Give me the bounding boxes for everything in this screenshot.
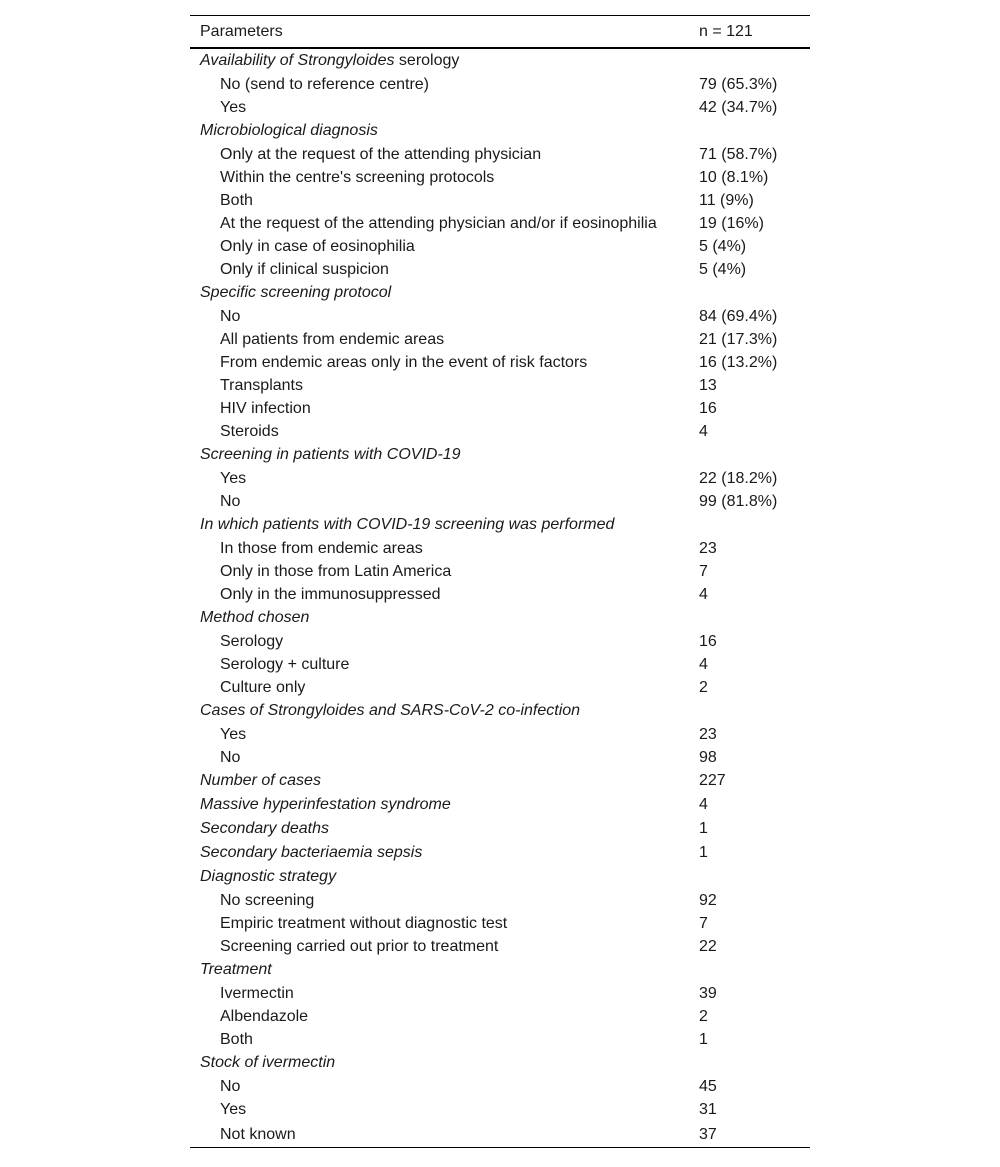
section-row <box>190 443 810 467</box>
table-row <box>190 467 810 490</box>
label-text: Yes <box>220 99 247 116</box>
row-value: 16 <box>699 400 717 417</box>
label-text: Ivermectin <box>220 985 294 1002</box>
label-tail-text: serology <box>394 52 460 69</box>
label-text: At the request of the attending physician and/or if eosinophilia <box>220 215 657 232</box>
section-label <box>190 513 688 537</box>
label-text: Stock of ivermectin <box>200 1054 336 1071</box>
section-row <box>190 817 810 841</box>
row-value: 92 <box>699 892 717 909</box>
label-text: All patients from endemic areas <box>220 331 445 348</box>
table-row <box>190 630 810 653</box>
table-row <box>190 889 810 912</box>
row-value <box>688 48 810 73</box>
table-header <box>190 16 810 49</box>
section-label <box>190 841 688 865</box>
row-label <box>190 490 688 513</box>
row-label <box>190 328 688 351</box>
row-value: 1 <box>699 1031 708 1048</box>
table-row <box>190 374 810 397</box>
table-row <box>190 982 810 1005</box>
row-value: 39 <box>699 985 717 1002</box>
row-label <box>190 374 688 397</box>
row-value: 23 <box>699 540 717 557</box>
row-label <box>190 935 688 958</box>
table-row <box>190 537 810 560</box>
table-row <box>190 583 810 606</box>
section-row <box>190 865 810 889</box>
table-row <box>190 1121 810 1148</box>
section-label <box>190 817 688 841</box>
row-value: 4 <box>699 656 708 673</box>
table-row <box>190 420 810 443</box>
row-label <box>190 189 688 212</box>
label-text: Only in case of eosinophilia <box>220 238 415 255</box>
section-row <box>190 119 810 143</box>
table-row <box>190 1098 810 1121</box>
row-label <box>190 305 688 328</box>
row-value: 4 <box>699 423 708 440</box>
table-row <box>190 328 810 351</box>
section-label <box>190 958 688 982</box>
table-row <box>190 143 810 166</box>
row-value: 16 <box>699 633 717 650</box>
label-text: Availability of Strongyloides <box>200 52 395 69</box>
label-text: Transplants <box>220 377 303 394</box>
section-label <box>190 865 688 889</box>
section-label <box>190 606 688 630</box>
row-label <box>190 746 688 769</box>
table-row <box>190 746 810 769</box>
section-label <box>190 769 688 793</box>
table-row <box>190 723 810 746</box>
row-value: 71 (58.7%) <box>699 146 778 163</box>
label-text: No <box>220 493 241 510</box>
label-text: Only at the request of the attending physician <box>220 146 542 163</box>
row-label <box>190 96 688 119</box>
row-value: 4 <box>699 586 708 603</box>
table-row <box>190 189 810 212</box>
row-label <box>190 630 688 653</box>
label-text: Serology <box>220 633 284 650</box>
row-label <box>190 676 688 699</box>
label-text: Screening carried out prior to treatment <box>220 938 499 955</box>
row-value <box>688 606 810 630</box>
row-label <box>190 537 688 560</box>
row-label <box>190 467 688 490</box>
table-row <box>190 1005 810 1028</box>
label-text: Treatment <box>200 961 272 978</box>
row-value <box>688 699 810 723</box>
row-label <box>190 653 688 676</box>
row-value: 84 (69.4%) <box>699 308 778 325</box>
row-label <box>190 166 688 189</box>
table-row <box>190 258 810 281</box>
section-row <box>190 606 810 630</box>
section-row <box>190 513 810 537</box>
section-row <box>190 841 810 865</box>
row-label <box>190 1028 688 1051</box>
label-text: Within the centre's screening protocols <box>220 169 495 186</box>
label-text: No (send to reference centre) <box>220 76 429 93</box>
row-label <box>190 560 688 583</box>
row-label <box>190 420 688 443</box>
label-text: Secondary deaths <box>200 820 329 837</box>
label-text: Only in those from Latin America <box>220 563 452 580</box>
row-value: 5 (4%) <box>699 238 747 255</box>
row-value <box>688 281 810 305</box>
section-row <box>190 48 810 73</box>
label-text: Serology + culture <box>220 656 350 673</box>
label-text: HIV infection <box>220 400 311 417</box>
row-label <box>190 397 688 420</box>
row-label <box>190 889 688 912</box>
row-value: 13 <box>699 377 717 394</box>
table-row <box>190 676 810 699</box>
row-value: 31 <box>699 1101 717 1118</box>
label-text: Albendazole <box>220 1008 309 1025</box>
label-text: Only in the immunosuppressed <box>220 586 441 603</box>
table-row <box>190 1028 810 1051</box>
section-label <box>190 1051 688 1075</box>
label-text: From endemic areas only in the event of risk factors <box>220 354 588 371</box>
row-label <box>190 1075 688 1098</box>
row-value: 19 (16%) <box>699 215 764 232</box>
section-label <box>190 48 688 73</box>
label-text: Cases of Strongyloides and SARS-CoV-2 co-infection <box>200 702 581 719</box>
row-label <box>190 982 688 1005</box>
label-text: Empiric treatment without diagnostic test <box>220 915 508 932</box>
table-row <box>190 653 810 676</box>
row-value <box>688 119 810 143</box>
row-value: 1 <box>699 844 708 861</box>
row-label <box>190 212 688 235</box>
row-label <box>190 73 688 96</box>
label-text: Yes <box>220 726 247 743</box>
row-value: 42 (34.7%) <box>699 99 778 116</box>
row-value: 10 (8.1%) <box>699 169 769 186</box>
row-label <box>190 723 688 746</box>
label-text: Yes <box>220 470 247 487</box>
label-text: No <box>220 749 241 766</box>
section-label <box>190 699 688 723</box>
table-row <box>190 935 810 958</box>
label-text: Yes <box>220 1101 247 1118</box>
row-value: 23 <box>699 726 717 743</box>
table-row <box>190 166 810 189</box>
label-text: Not known <box>220 1125 296 1143</box>
label-text: No <box>220 1078 241 1095</box>
row-label <box>190 1098 688 1121</box>
label-text: Number of cases <box>200 772 321 789</box>
row-label <box>190 143 688 166</box>
row-value <box>688 443 810 467</box>
label-text: Massive hyperinfestation syndrome <box>200 796 451 813</box>
label-text: No <box>220 308 241 325</box>
label-text: Method chosen <box>200 609 310 626</box>
table-body <box>190 48 810 1148</box>
section-row <box>190 1051 810 1075</box>
label-text: Both <box>220 192 253 209</box>
row-value: 21 (17.3%) <box>699 331 778 348</box>
table-row <box>190 397 810 420</box>
row-value: 2 <box>699 679 708 696</box>
header-parameters: Parameters <box>190 16 688 49</box>
section-label <box>190 119 688 143</box>
row-value <box>688 513 810 537</box>
label-text: Both <box>220 1031 253 1048</box>
row-label <box>190 583 688 606</box>
results-table-container <box>190 15 810 1148</box>
table-row <box>190 912 810 935</box>
label-text: Specific screening protocol <box>200 284 392 301</box>
label-text: Only if clinical suspicion <box>220 261 389 278</box>
section-row <box>190 958 810 982</box>
label-text: Screening in patients with COVID-19 <box>200 446 461 463</box>
row-value: 7 <box>699 915 708 932</box>
row-value: 7 <box>699 563 708 580</box>
row-label <box>190 351 688 374</box>
row-value: 98 <box>699 749 717 766</box>
table-row <box>190 305 810 328</box>
header-row <box>190 16 810 49</box>
row-label <box>190 912 688 935</box>
row-value: 11 (9%) <box>699 192 754 209</box>
row-value: 1 <box>699 820 708 837</box>
row-value <box>688 865 810 889</box>
label-text: Secondary bacteriaemia sepsis <box>200 844 423 861</box>
section-row <box>190 793 810 817</box>
section-row <box>190 281 810 305</box>
results-table <box>190 15 810 1148</box>
row-value: 37 <box>688 1121 810 1148</box>
row-value: 22 <box>699 938 717 955</box>
label-text: In which patients with COVID-19 screening was performed <box>200 516 615 533</box>
row-value: 16 (13.2%) <box>699 354 778 371</box>
label-text: In those from endemic areas <box>220 540 423 557</box>
table-row <box>190 560 810 583</box>
header-n: n = 121 <box>688 16 810 49</box>
table-row <box>190 96 810 119</box>
row-label <box>190 1121 688 1148</box>
row-label <box>190 1005 688 1028</box>
table-row <box>190 351 810 374</box>
label-text: Diagnostic strategy <box>200 868 337 885</box>
label-text: Microbiological diagnosis <box>200 122 378 139</box>
row-value: 5 (4%) <box>699 261 747 278</box>
row-value: 79 (65.3%) <box>699 76 778 93</box>
table-row <box>190 212 810 235</box>
table-row <box>190 73 810 96</box>
table-row <box>190 235 810 258</box>
row-value: 22 (18.2%) <box>699 470 778 487</box>
row-value <box>688 1051 810 1075</box>
table-row <box>190 490 810 513</box>
label-text: Steroids <box>220 423 279 440</box>
row-value: 2 <box>699 1008 708 1025</box>
row-value: 227 <box>699 772 726 789</box>
row-value: 45 <box>699 1078 717 1095</box>
row-label <box>190 258 688 281</box>
row-value: 4 <box>699 796 708 813</box>
section-label <box>190 281 688 305</box>
label-text: No screening <box>220 892 315 909</box>
row-value: 99 (81.8%) <box>699 493 778 510</box>
row-label <box>190 235 688 258</box>
section-row <box>190 769 810 793</box>
table-row <box>190 1075 810 1098</box>
section-row <box>190 699 810 723</box>
label-text: Culture only <box>220 679 306 696</box>
row-value <box>688 958 810 982</box>
section-label <box>190 443 688 467</box>
section-label <box>190 793 688 817</box>
